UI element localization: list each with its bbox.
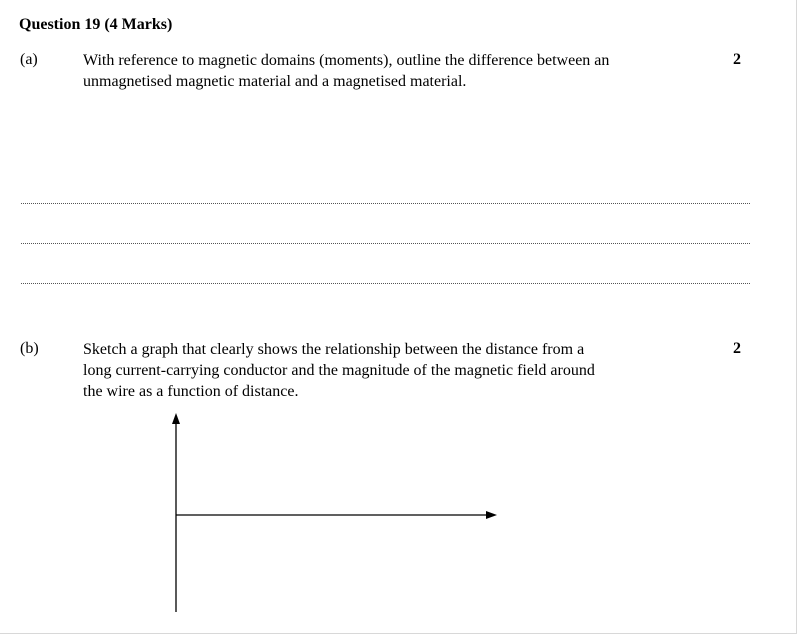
part-a-text-line: unmagnetised magnetic material and a magnetised material. [83,73,467,90]
part-b-label: (b) [20,340,39,357]
x-axis-arrowhead [486,511,497,519]
part-a-marks: 2 [733,51,741,68]
question-title: Question 19 (4 Marks) [19,16,173,33]
part-b-text-line: long current-carrying conductor and the magnitude of the magnetic field around [83,362,595,379]
part-b-text-line: the wire as a function of distance. [83,383,299,400]
y-axis-arrowhead [172,413,180,424]
part-a-text-line: With reference to magnetic domains (moments), outline the difference between an [83,52,610,69]
part-b-marks: 2 [733,340,741,357]
part-a-label: (a) [20,51,38,68]
part-b-text-line: Sketch a graph that clearly shows the relationship between the distance from a [83,341,585,358]
